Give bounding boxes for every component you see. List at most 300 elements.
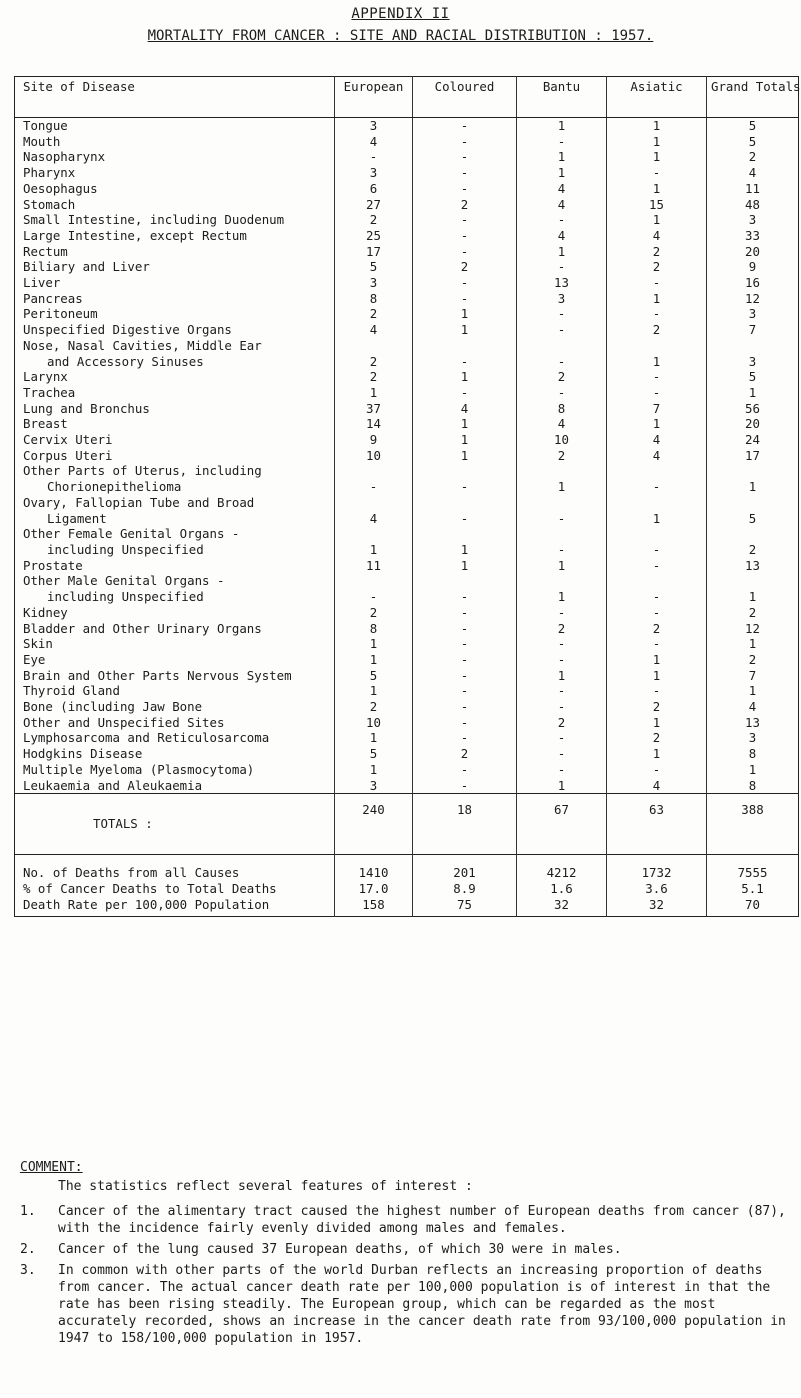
table-cell: -: [413, 479, 517, 495]
table-row: [15, 542, 799, 558]
table-cell: 16: [707, 275, 799, 291]
totals-label: TOTALS :: [15, 794, 335, 855]
header-grand-totals: Grand Totals: [707, 77, 799, 118]
site-label: Liver: [23, 275, 61, 291]
table-cell: 5: [707, 369, 799, 385]
table-cell: 2: [335, 605, 413, 621]
site-label: including Unspecified: [47, 541, 204, 557]
table-cell: 48: [707, 197, 799, 213]
table-cell: -: [517, 699, 607, 715]
table-cell: -: [413, 385, 517, 401]
table-cell: 6: [335, 181, 413, 197]
table-cell: 2: [607, 244, 707, 260]
site-label: Bladder and Other Urinary Organs: [23, 620, 262, 636]
table-cell: 4: [607, 778, 707, 794]
table-cell: -: [517, 259, 607, 275]
table-cell: 3: [517, 291, 607, 307]
comment-item-number: 2.: [20, 1242, 36, 1257]
site-label: Kidney: [23, 604, 68, 620]
stats-cell: 32: [517, 897, 607, 917]
site-label: Prostate: [23, 557, 83, 573]
stats-cell: 201: [413, 855, 517, 881]
appendix-heading: [0, 6, 801, 22]
table-cell: 1: [607, 118, 707, 134]
table-cell: 3: [335, 275, 413, 291]
table-cell: [517, 495, 607, 511]
table-cell: 8: [707, 746, 799, 762]
table-cell: [517, 573, 607, 589]
table-cell: 1: [517, 479, 607, 495]
table-cell: 2: [607, 322, 707, 338]
document-title: [0, 28, 801, 44]
table-cell: -: [413, 228, 517, 244]
table-cell: 4: [607, 228, 707, 244]
table-cell: 2: [517, 448, 607, 464]
site-label: Chorionepithelioma: [47, 479, 182, 495]
table-cell: 3: [707, 212, 799, 228]
table-cell: 1: [413, 416, 517, 432]
table-row: [15, 275, 799, 291]
table-cell: -: [413, 275, 517, 291]
table-cell: 13: [707, 715, 799, 731]
table-cell: 4: [707, 699, 799, 715]
table-cell: 1: [517, 165, 607, 181]
site-label: Hodgkins Disease: [23, 746, 143, 762]
table-row: [15, 463, 799, 479]
table-row: [15, 511, 799, 527]
table-cell: 2: [517, 621, 607, 637]
table-cell: [607, 463, 707, 479]
table-row: [15, 401, 799, 417]
site-label: Peritoneum: [23, 306, 98, 322]
table-cell: 1: [413, 369, 517, 385]
table-cell: -: [607, 385, 707, 401]
table-cell: 4: [607, 448, 707, 464]
table-row: [15, 197, 799, 213]
table-cell: 3: [335, 118, 413, 134]
table-cell: 1: [607, 181, 707, 197]
table-cell: [335, 573, 413, 589]
header-bantu: Bantu: [517, 77, 607, 118]
table-cell: [607, 495, 707, 511]
site-label: Eye: [23, 651, 46, 667]
table-cell: 2: [413, 746, 517, 762]
table-cell: 8: [707, 778, 799, 794]
table-cell: 1: [707, 385, 799, 401]
table-cell: 1: [517, 558, 607, 574]
table-cell: 7: [607, 401, 707, 417]
table-cell: 2: [707, 542, 799, 558]
site-label: Trachea: [23, 384, 76, 400]
site-label: Leukaemia and Aleukaemia: [23, 777, 203, 793]
table-cell: 8: [335, 621, 413, 637]
table-row: [15, 322, 799, 338]
site-label: Other Male Genital Organs -: [23, 573, 225, 589]
table-row: [15, 338, 799, 354]
stats-row: [15, 897, 799, 917]
table-cell: 5: [335, 668, 413, 684]
table-cell: 5: [335, 259, 413, 275]
table-cell: [707, 526, 799, 542]
table-cell: 1: [335, 385, 413, 401]
table-cell: -: [517, 683, 607, 699]
table-cell: -: [517, 212, 607, 228]
table-cell: 2: [335, 369, 413, 385]
table-row: [15, 636, 799, 652]
table-cell: 8: [335, 291, 413, 307]
table-cell: 4: [607, 432, 707, 448]
stats-cell: 4212: [517, 855, 607, 881]
table-cell: -: [413, 621, 517, 637]
table-cell: -: [607, 542, 707, 558]
table-cell: 1: [607, 149, 707, 165]
stats-section: [15, 855, 799, 917]
site-label: Tongue: [23, 118, 68, 133]
comment-item: [20, 1262, 790, 1347]
table-cell: 2: [335, 354, 413, 370]
table-cell: 1: [607, 715, 707, 731]
table-cell: [517, 526, 607, 542]
totals-grand: 388: [707, 794, 799, 855]
table-cell: 10: [335, 715, 413, 731]
table-cell: -: [517, 636, 607, 652]
table-cell: 4: [517, 416, 607, 432]
comment-item-text: Cancer of the lung caused 37 European deaths, of which 30 were in males.: [58, 1242, 622, 1257]
site-label: Pancreas: [23, 290, 83, 306]
table-row: [15, 479, 799, 495]
table-cell: -: [413, 212, 517, 228]
site-label: Cervix Uteri: [23, 432, 113, 448]
table-row: [15, 526, 799, 542]
site-label: Thyroid Gland: [23, 683, 120, 699]
table-body: [15, 118, 799, 794]
site-label: Small Intestine, including Duodenum: [23, 212, 285, 228]
mortality-table: [14, 76, 799, 917]
table-cell: -: [413, 134, 517, 150]
table-cell: -: [413, 165, 517, 181]
stats-label: No. of Deaths from all Causes: [15, 855, 335, 881]
table-cell: -: [413, 354, 517, 370]
table-cell: 27: [335, 197, 413, 213]
table-cell: 2: [517, 715, 607, 731]
table-cell: 2: [607, 259, 707, 275]
table-cell: [607, 338, 707, 354]
table-cell: [707, 463, 799, 479]
site-label: Other Female Genital Organs -: [23, 526, 240, 542]
comment-heading: COMMENT:: [20, 1160, 83, 1175]
table-cell: -: [335, 479, 413, 495]
table-cell: 11: [335, 558, 413, 574]
table-cell: -: [413, 636, 517, 652]
table-row: [15, 181, 799, 197]
site-label: Mouth: [23, 133, 61, 149]
site-label: Multiple Myeloma (Plasmocytoma): [23, 761, 255, 777]
table-cell: [607, 573, 707, 589]
table-row: [15, 746, 799, 762]
table-row: [15, 715, 799, 731]
table-cell: 1: [607, 134, 707, 150]
table-cell: 11: [707, 181, 799, 197]
table-cell: [335, 495, 413, 511]
table-cell: 2: [335, 306, 413, 322]
site-label: Pharynx: [23, 165, 76, 181]
table-cell: -: [413, 605, 517, 621]
stats-cell: 3.6: [607, 881, 707, 897]
table-cell: [707, 338, 799, 354]
table-cell: 2: [335, 212, 413, 228]
site-label: Stomach: [23, 196, 76, 212]
table-cell: -: [517, 762, 607, 778]
site-label: Breast: [23, 416, 68, 432]
comment-item: [20, 1203, 790, 1237]
stats-cell: 75: [413, 897, 517, 917]
table-cell: 1: [607, 291, 707, 307]
table-cell: 33: [707, 228, 799, 244]
table-cell: 1: [335, 762, 413, 778]
stats-cell: 1732: [607, 855, 707, 881]
table-row: [15, 149, 799, 165]
comment-item-text: Cancer of the alimentary tract caused the highest number of European deaths from cancer (87), with the incidence fairly evenly divided among males and females.: [58, 1204, 786, 1236]
stats-cell: 1.6: [517, 881, 607, 897]
table-cell: 1: [707, 762, 799, 778]
table-cell: [413, 526, 517, 542]
table-row: [15, 573, 799, 589]
table-cell: -: [607, 762, 707, 778]
table-cell: -: [607, 589, 707, 605]
table-cell: 1: [607, 511, 707, 527]
table-cell: 5: [335, 746, 413, 762]
table-cell: [517, 463, 607, 479]
table-cell: 20: [707, 416, 799, 432]
table-cell: 1: [413, 432, 517, 448]
table-cell: -: [335, 149, 413, 165]
comment-intro: The statistics reflect several features of interest :: [58, 1179, 473, 1194]
table-cell: [517, 338, 607, 354]
table-row: [15, 306, 799, 322]
table-cell: -: [517, 306, 607, 322]
stats-cell: 32: [607, 897, 707, 917]
table-cell: 3: [707, 354, 799, 370]
table-cell: -: [413, 652, 517, 668]
table-cell: [413, 495, 517, 511]
table-cell: 1: [607, 354, 707, 370]
table-cell: 1: [413, 448, 517, 464]
table-cell: -: [517, 134, 607, 150]
table-cell: 2: [607, 621, 707, 637]
table-cell: 1: [707, 636, 799, 652]
site-label: Biliary and Liver: [23, 259, 150, 275]
table-cell: 2: [413, 197, 517, 213]
table-row: [15, 683, 799, 699]
table-cell: [707, 573, 799, 589]
table-cell: [335, 338, 413, 354]
table-cell: 1: [607, 668, 707, 684]
table-cell: 9: [335, 432, 413, 448]
header-asiatic: Asiatic: [607, 77, 707, 118]
table-cell: 1: [335, 636, 413, 652]
table-cell: 7: [707, 668, 799, 684]
totals-bantu: 67: [517, 794, 607, 855]
table-cell: 1: [707, 479, 799, 495]
table-row: [15, 416, 799, 432]
table-cell: 17: [335, 244, 413, 260]
table-row: [15, 354, 799, 370]
totals-row: [15, 794, 799, 855]
table-cell: 1: [517, 149, 607, 165]
stats-label: Death Rate per 100,000 Population: [23, 896, 270, 912]
table-cell: 2: [707, 605, 799, 621]
site-label: including Unspecified: [47, 589, 204, 605]
site-label: Larynx: [23, 369, 68, 385]
table-cell: 13: [517, 275, 607, 291]
table-cell: -: [517, 605, 607, 621]
site-label: Large Intestine, except Rectum: [23, 227, 247, 243]
comment-item-number: 1.: [20, 1204, 36, 1219]
table-cell: 1: [335, 542, 413, 558]
table-row: [15, 432, 799, 448]
table-cell: -: [607, 636, 707, 652]
table-cell: 7: [707, 322, 799, 338]
table-cell: -: [517, 511, 607, 527]
table-cell: -: [607, 683, 707, 699]
stats-cell: 8.9: [413, 881, 517, 897]
table-cell: 1: [335, 683, 413, 699]
table-cell: 4: [517, 228, 607, 244]
table-cell: [413, 338, 517, 354]
table-cell: 2: [607, 730, 707, 746]
table-row: [15, 212, 799, 228]
table-cell: 4: [517, 181, 607, 197]
table-cell: [707, 495, 799, 511]
table-cell: -: [607, 275, 707, 291]
table-cell: -: [413, 149, 517, 165]
table-cell: -: [607, 369, 707, 385]
table-row: [15, 589, 799, 605]
table-cell: 2: [707, 652, 799, 668]
table-cell: 3: [335, 165, 413, 181]
table-cell: -: [517, 385, 607, 401]
site-label: Unspecified Digestive Organs: [23, 322, 232, 338]
table-cell: [335, 463, 413, 479]
table-cell: -: [607, 306, 707, 322]
table-cell: 12: [707, 621, 799, 637]
table-row: [15, 668, 799, 684]
table-cell: 4: [335, 134, 413, 150]
header-european: European: [335, 77, 413, 118]
table-cell: 12: [707, 291, 799, 307]
table-cell: 1: [413, 542, 517, 558]
table-row: [15, 291, 799, 307]
table-row: [15, 244, 799, 260]
table-row: [15, 762, 799, 778]
site-label: Ligament: [47, 510, 107, 526]
stats-cell: 5.1: [707, 881, 799, 897]
table-row: [15, 134, 799, 150]
table-cell: 1: [517, 244, 607, 260]
table-cell: 4: [335, 511, 413, 527]
table-cell: 1: [517, 589, 607, 605]
table-cell: 1: [335, 652, 413, 668]
table-cell: 5: [707, 118, 799, 134]
table-cell: 2: [517, 369, 607, 385]
table-cell: 1: [707, 589, 799, 605]
stats-cell: 70: [707, 897, 799, 917]
table-cell: 9: [707, 259, 799, 275]
table-cell: -: [413, 668, 517, 684]
comment-item-number: 3.: [20, 1263, 36, 1278]
table-row: [15, 228, 799, 244]
table-cell: 1: [335, 730, 413, 746]
comment-item-text: In common with other parts of the world Durban reflects an increasing proportion of deaths from cancer. The actual cancer death rate per 100,000 population is of interest in that the rate has been rising steadily. The European group, which can be regarded as the most accurately recorded, shows an increase in the cancer death rate from 93/100,000 population in 1947 to 158/100,000 population in 1957.: [58, 1263, 786, 1346]
table-cell: 14: [335, 416, 413, 432]
table-cell: 1: [607, 416, 707, 432]
table-row: [15, 495, 799, 511]
site-label: Lung and Bronchus: [23, 400, 150, 416]
table-cell: 3: [707, 306, 799, 322]
totals-coloured: 18: [413, 794, 517, 855]
table-cell: 2: [607, 699, 707, 715]
table-header-row: [15, 77, 799, 118]
table-cell: -: [607, 165, 707, 181]
header-coloured: Coloured: [413, 77, 517, 118]
table-cell: 24: [707, 432, 799, 448]
table-cell: 4: [413, 401, 517, 417]
totals-asiatic: 63: [607, 794, 707, 855]
site-label: Rectum: [23, 243, 68, 259]
table-cell: -: [413, 118, 517, 134]
table-cell: -: [413, 715, 517, 731]
table-cell: [413, 573, 517, 589]
table-row: [15, 652, 799, 668]
comment-list: [20, 1203, 790, 1347]
table-cell: 56: [707, 401, 799, 417]
table-cell: 1: [607, 212, 707, 228]
table-cell: -: [413, 291, 517, 307]
table-cell: 1: [607, 746, 707, 762]
stats-row: [15, 881, 799, 897]
table-cell: -: [517, 652, 607, 668]
stats-label: % of Cancer Deaths to Total Deaths: [23, 880, 277, 896]
site-label: Nasopharynx: [23, 149, 106, 165]
table-cell: 8: [517, 401, 607, 417]
table-cell: 3: [335, 778, 413, 794]
table-cell: 13: [707, 558, 799, 574]
table-cell: -: [413, 699, 517, 715]
table-cell: 4: [335, 322, 413, 338]
site-label: Ovary, Fallopian Tube and Broad: [23, 494, 255, 510]
table-cell: 17: [707, 448, 799, 464]
table-cell: -: [413, 511, 517, 527]
site-label: Skin: [23, 636, 53, 652]
table-cell: -: [413, 778, 517, 794]
site-label: Lymphosarcoma and Reticulosarcoma: [23, 730, 270, 746]
table-cell: -: [517, 322, 607, 338]
table-cell: 1: [413, 322, 517, 338]
document-title-text: MORTALITY FROM CANCER : SITE AND RACIAL DISTRIBUTION : 1957.: [147, 28, 654, 44]
table-cell: [335, 526, 413, 542]
table-cell: 2: [335, 699, 413, 715]
table-cell: -: [517, 542, 607, 558]
table-row: [15, 621, 799, 637]
site-label: Nose, Nasal Cavities, Middle Ear: [23, 337, 262, 353]
table-cell: -: [413, 589, 517, 605]
site-label: Other and Unspecified Sites: [23, 714, 225, 730]
table-cell: 1: [517, 118, 607, 134]
table-cell: 25: [335, 228, 413, 244]
table-cell: -: [607, 558, 707, 574]
table-row: [15, 558, 799, 574]
table-cell: 5: [707, 134, 799, 150]
